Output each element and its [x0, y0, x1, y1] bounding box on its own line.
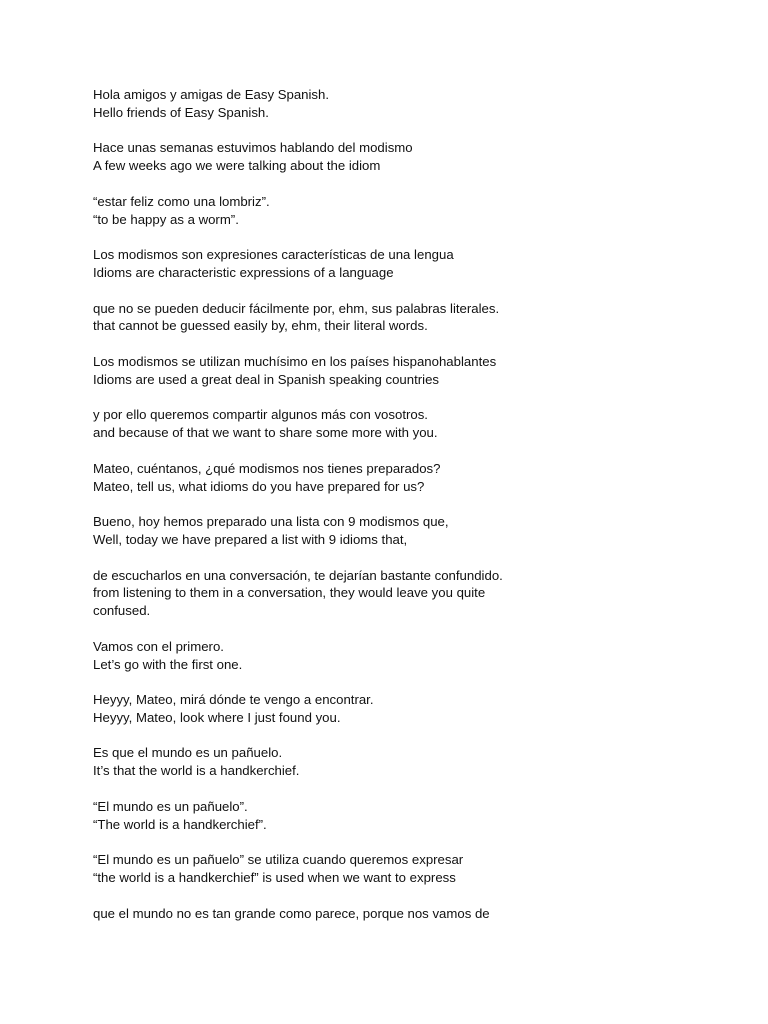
- spanish-line: Heyyy, Mateo, mirá dónde te vengo a encontrar.: [93, 692, 374, 708]
- spanish-line: de escucharlos en una conversación, te dejarían bastante confundido.: [93, 567, 503, 583]
- english-line: Well, today we have prepared a list with 9 idioms that,: [93, 531, 408, 547]
- transcript-pair: [93, 460, 543, 496]
- spanish-line: Los modismos se utilizan muchísimo en los países hispanohablantes: [93, 353, 497, 369]
- spanish-line: y por ello queremos compartir algunos más con vosotros.: [93, 407, 428, 423]
- transcript-pair: [93, 851, 543, 887]
- transcript-pair: [93, 353, 543, 389]
- spanish-line: Es que el mundo es un pañuelo.: [93, 745, 283, 761]
- transcript-pair: [93, 905, 543, 923]
- english-line: Heyyy, Mateo, look where I just found you.: [93, 709, 341, 725]
- spanish-line: Hace unas semanas estuvimos hablando del modismo: [93, 140, 413, 156]
- spanish-line: Los modismos son expresiones características de una lengua: [93, 247, 454, 263]
- transcript-pair: [93, 86, 543, 122]
- english-line: Idioms are characteristic expressions of a language: [93, 264, 394, 280]
- english-line: “The world is a handkerchief”.: [93, 816, 267, 832]
- english-line: Mateo, tell us, what idioms do you have prepared for us?: [93, 478, 425, 494]
- english-line: “to be happy as a worm”.: [93, 211, 239, 227]
- transcript-pair: [93, 691, 543, 727]
- transcript-pair: [93, 406, 543, 442]
- transcript-pair: [93, 567, 543, 620]
- transcript-pair: [93, 139, 543, 175]
- transcript-pair: [93, 193, 543, 229]
- english-line: and because of that we want to share some more with you.: [93, 425, 438, 441]
- transcript-pair: [93, 638, 543, 674]
- spanish-line: Bueno, hoy hemos preparado una lista con 9 modismos que,: [93, 514, 449, 530]
- spanish-line: Hola amigos y amigas de Easy Spanish.: [93, 87, 330, 102]
- english-line: Idioms are used a great deal in Spanish speaking countries: [93, 371, 440, 387]
- spanish-line: Mateo, cuéntanos, ¿qué modismos nos tienes preparados?: [93, 460, 441, 476]
- spanish-line: “El mundo es un pañuelo”.: [93, 798, 248, 814]
- english-line: Let’s go with the first one.: [93, 656, 243, 672]
- english-line: It’s that the world is a handkerchief.: [93, 763, 300, 779]
- english-line: that cannot be guessed easily by, ehm, their literal words.: [93, 318, 428, 334]
- english-line: A few weeks ago we were talking about the idiom: [93, 158, 381, 174]
- transcript-pair: [93, 744, 543, 780]
- spanish-line: “estar feliz como una lombriz”.: [93, 193, 270, 209]
- transcript-pair: [93, 300, 543, 336]
- spanish-line: que no se pueden deducir fácilmente por, ehm, sus palabras literales.: [93, 300, 500, 316]
- english-line: Hello friends of Easy Spanish.: [93, 104, 269, 120]
- english-line: “the world is a handkerchief” is used when we want to express: [93, 870, 456, 886]
- spanish-line: que el mundo no es tan grande como parece, porque nos vamos de: [93, 905, 490, 921]
- transcript-pair: [93, 246, 543, 282]
- spanish-line: Vamos con el primero.: [93, 638, 224, 654]
- spanish-line: “El mundo es un pañuelo” se utiliza cuando queremos expresar: [93, 852, 464, 868]
- transcript-body: [93, 86, 543, 940]
- transcript-pair: [93, 798, 543, 834]
- transcript-pair: [93, 513, 543, 549]
- english-line: from listening to them in a conversation, they would leave you quite confused.: [93, 585, 486, 619]
